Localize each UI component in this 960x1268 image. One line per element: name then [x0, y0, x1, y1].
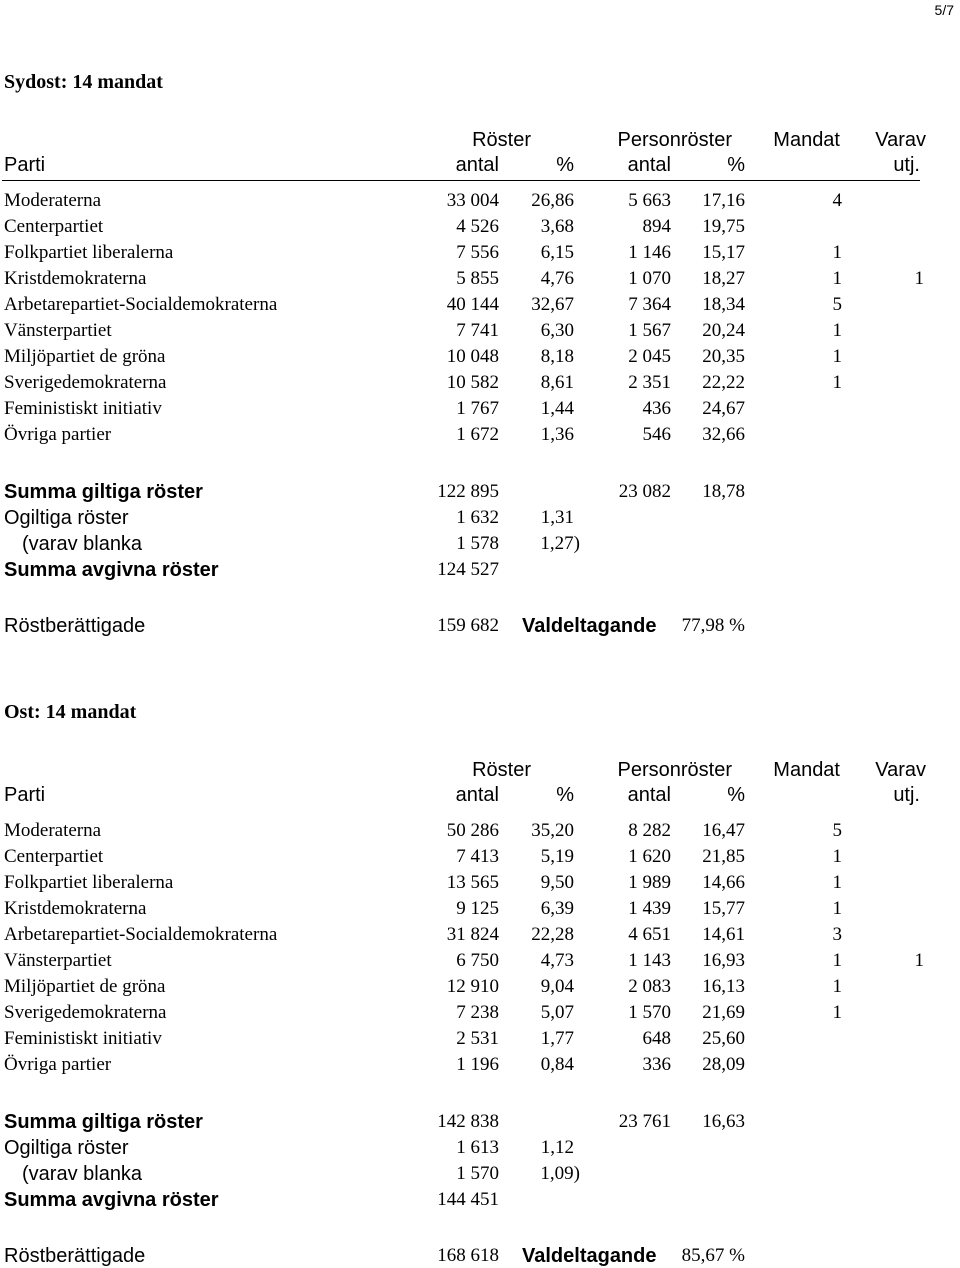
page-number: 5/7	[934, 2, 954, 18]
personal-votes-count: 546	[642, 424, 671, 445]
party-name: Vänsterpartiet	[4, 320, 112, 341]
header-pct: %	[556, 154, 574, 176]
votes-count: 5 855	[456, 268, 499, 289]
rostberattigade-label: Röstberättigade	[4, 1245, 146, 1267]
party-name: Moderaterna	[4, 820, 102, 841]
personal-votes-percent: 20,35	[702, 346, 745, 367]
personal-votes-percent: 15,17	[702, 242, 745, 263]
party-name: Sverigedemokraterna	[4, 372, 167, 393]
votes-count: 13 565	[446, 872, 499, 893]
votes-count: 9 125	[456, 898, 499, 919]
votes-count: 7 556	[456, 242, 499, 263]
mandat-count: 5	[832, 294, 842, 315]
votes-percent: 1,36	[540, 424, 574, 445]
personal-votes-count: 5 663	[628, 190, 671, 211]
summa-avgivna-votes: 144 451	[437, 1189, 499, 1210]
personal-votes-percent: 14,61	[702, 924, 745, 945]
header-utj: utj.	[893, 154, 920, 176]
summa-giltiga-personal-votes: 23 761	[618, 1111, 671, 1132]
summa-giltiga-personal-percent: 18,78	[702, 481, 745, 502]
party-name: Miljöpartiet de gröna	[4, 976, 166, 997]
summa-giltiga-votes: 142 838	[437, 1111, 499, 1132]
votes-percent: 35,20	[531, 820, 574, 841]
party-name: Feministiskt initiativ	[4, 1028, 162, 1049]
mandat-count: 1	[832, 242, 842, 263]
votes-count: 7 741	[456, 320, 499, 341]
votes-percent: 1,77	[540, 1028, 574, 1049]
party-name: Miljöpartiet de gröna	[4, 346, 166, 367]
votes-count: 7 413	[456, 846, 499, 867]
mandat-count: 1	[832, 372, 842, 393]
header-pct: %	[556, 784, 574, 806]
header-parti: Parti	[4, 784, 46, 806]
personal-votes-percent: 21,85	[702, 846, 745, 867]
mandat-count: 4	[832, 190, 842, 211]
personal-votes-count: 648	[642, 1028, 671, 1049]
votes-percent: 5,19	[540, 846, 574, 867]
header-personroster-pct: %	[727, 784, 745, 806]
personal-votes-count: 1 143	[628, 950, 671, 971]
header-mandat: Mandat	[773, 129, 840, 151]
party-name: Folkpartiet liberalerna	[4, 872, 174, 893]
header-antal: antal	[455, 154, 499, 176]
personal-votes-count: 1 620	[628, 846, 671, 867]
votes-percent: 1,44	[540, 398, 574, 419]
votes-count: 7 238	[456, 1002, 499, 1023]
blanka-label: (varav blanka	[22, 533, 143, 555]
header-antal: antal	[455, 784, 499, 806]
votes-count: 10 582	[446, 372, 499, 393]
personal-votes-percent: 22,22	[702, 372, 745, 393]
mandat-count: 1	[832, 320, 842, 341]
personal-votes-count: 1 439	[628, 898, 671, 919]
votes-count: 4 526	[456, 216, 499, 237]
party-name: Övriga partier	[4, 1054, 112, 1075]
header-rule	[2, 180, 920, 181]
header-roster: Röster	[472, 759, 531, 781]
votes-count: 6 750	[456, 950, 499, 971]
personal-votes-percent: 24,67	[702, 398, 745, 419]
personal-votes-percent: 17,16	[702, 190, 745, 211]
header-personroster-antal: antal	[627, 154, 671, 176]
votes-count: 10 048	[446, 346, 499, 367]
votes-percent: 8,18	[540, 346, 574, 367]
votes-count: 2 531	[456, 1028, 499, 1049]
summa-giltiga-votes: 122 895	[437, 481, 499, 502]
personal-votes-percent: 16,93	[702, 950, 745, 971]
rostberattigade-label: Röstberättigade	[4, 615, 146, 637]
votes-percent: 8,61	[540, 372, 574, 393]
votes-count: 1 672	[456, 424, 499, 445]
party-name: Centerpartiet	[4, 216, 104, 237]
personal-votes-count: 1 570	[628, 1002, 671, 1023]
personal-votes-count: 1 567	[628, 320, 671, 341]
varav-utj-count: 1	[914, 950, 924, 971]
party-name: Centerpartiet	[4, 846, 104, 867]
personal-votes-percent: 21,69	[702, 1002, 745, 1023]
votes-percent: 6,39	[540, 898, 574, 919]
rostberattigade-value: 159 682	[437, 615, 499, 636]
header-personroster-pct: %	[727, 154, 745, 176]
mandat-count: 1	[832, 950, 842, 971]
mandat-count: 1	[832, 976, 842, 997]
votes-count: 12 910	[446, 976, 499, 997]
party-name: Kristdemokraterna	[4, 898, 147, 919]
party-name: Sverigedemokraterna	[4, 1002, 167, 1023]
personal-votes-percent: 20,24	[702, 320, 745, 341]
personal-votes-percent: 18,34	[702, 294, 745, 315]
valdeltagande-label: Valdeltagande	[522, 1245, 657, 1267]
personal-votes-count: 2 351	[628, 372, 671, 393]
personal-votes-percent: 28,09	[702, 1054, 745, 1075]
votes-count: 50 286	[446, 820, 499, 841]
personal-votes-count: 436	[642, 398, 671, 419]
summa-giltiga-personal-votes: 23 082	[618, 481, 671, 502]
valdeltagande-label: Valdeltagande	[522, 615, 657, 637]
party-name: Moderaterna	[4, 190, 102, 211]
personal-votes-count: 1 989	[628, 872, 671, 893]
personal-votes-percent: 25,60	[702, 1028, 745, 1049]
summa-giltiga-label: Summa giltiga röster	[4, 481, 203, 503]
ogiltiga-votes: 1 632	[456, 507, 499, 528]
ogiltiga-percent: 1,31	[540, 507, 574, 528]
personal-votes-percent: 32,66	[702, 424, 745, 445]
personal-votes-percent: 19,75	[702, 216, 745, 237]
votes-percent: 22,28	[531, 924, 574, 945]
personal-votes-percent: 14,66	[702, 872, 745, 893]
personal-votes-percent: 15,77	[702, 898, 745, 919]
party-name: Kristdemokraterna	[4, 268, 147, 289]
mandat-count: 3	[832, 924, 842, 945]
mandat-count: 1	[832, 846, 842, 867]
summa-avgivna-votes: 124 527	[437, 559, 499, 580]
personal-votes-count: 2 045	[628, 346, 671, 367]
personal-votes-count: 7 364	[628, 294, 671, 315]
votes-count: 33 004	[446, 190, 499, 211]
votes-percent: 26,86	[531, 190, 574, 211]
mandat-count: 5	[832, 820, 842, 841]
personal-votes-percent: 16,47	[702, 820, 745, 841]
header-utj: utj.	[893, 784, 920, 806]
section-title: Sydost: 14 mandat	[4, 71, 163, 93]
personal-votes-count: 2 083	[628, 976, 671, 997]
ogiltiga-percent: 1,12	[540, 1137, 574, 1158]
summa-avgivna-label: Summa avgivna röster	[4, 1189, 219, 1211]
rostberattigade-value: 168 618	[437, 1245, 499, 1266]
ogiltiga-votes: 1 613	[456, 1137, 499, 1158]
header-roster: Röster	[472, 129, 531, 151]
party-name: Arbetarepartiet-Socialdemokraterna	[4, 924, 278, 945]
personal-votes-count: 4 651	[628, 924, 671, 945]
blanka-percent: 1,09)	[540, 1163, 580, 1184]
personal-votes-count: 894	[642, 216, 671, 237]
blanka-label: (varav blanka	[22, 1163, 143, 1185]
votes-percent: 4,73	[540, 950, 574, 971]
votes-count: 40 144	[446, 294, 499, 315]
summa-avgivna-label: Summa avgivna röster	[4, 559, 219, 581]
party-name: Feministiskt initiativ	[4, 398, 162, 419]
votes-percent: 32,67	[531, 294, 574, 315]
header-personroster-antal: antal	[627, 784, 671, 806]
blanka-votes: 1 578	[456, 533, 499, 554]
votes-count: 1 196	[456, 1054, 499, 1075]
header-personroster: Personröster	[617, 129, 732, 151]
personal-votes-count: 1 070	[628, 268, 671, 289]
votes-percent: 4,76	[540, 268, 574, 289]
header-varav: Varav	[875, 129, 926, 151]
blanka-percent: 1,27)	[540, 533, 580, 554]
mandat-count: 1	[832, 872, 842, 893]
votes-percent: 3,68	[540, 216, 574, 237]
personal-votes-count: 1 146	[628, 242, 671, 263]
valdeltagande-value: 77,98 %	[681, 615, 745, 636]
personal-votes-percent: 18,27	[702, 268, 745, 289]
party-name: Vänsterpartiet	[4, 950, 112, 971]
party-name: Arbetarepartiet-Socialdemokraterna	[4, 294, 278, 315]
mandat-count: 1	[832, 268, 842, 289]
votes-percent: 9,04	[540, 976, 574, 997]
votes-percent: 6,15	[540, 242, 574, 263]
votes-count: 31 824	[446, 924, 499, 945]
varav-utj-count: 1	[914, 268, 924, 289]
personal-votes-percent: 16,13	[702, 976, 745, 997]
votes-percent: 6,30	[540, 320, 574, 341]
summa-giltiga-label: Summa giltiga röster	[4, 1111, 203, 1133]
header-mandat: Mandat	[773, 759, 840, 781]
personal-votes-count: 8 282	[628, 820, 671, 841]
header-personroster: Personröster	[617, 759, 732, 781]
summa-giltiga-personal-percent: 16,63	[702, 1111, 745, 1132]
ogiltiga-label: Ogiltiga röster	[4, 1137, 129, 1159]
blanka-votes: 1 570	[456, 1163, 499, 1184]
ogiltiga-label: Ogiltiga röster	[4, 507, 129, 529]
valdeltagande-value: 85,67 %	[681, 1245, 745, 1266]
votes-percent: 0,84	[540, 1054, 574, 1075]
mandat-count: 1	[832, 346, 842, 367]
votes-count: 1 767	[456, 398, 499, 419]
mandat-count: 1	[832, 898, 842, 919]
header-varav: Varav	[875, 759, 926, 781]
mandat-count: 1	[832, 1002, 842, 1023]
votes-percent: 5,07	[540, 1002, 574, 1023]
personal-votes-count: 336	[642, 1054, 671, 1075]
section-title: Ost: 14 mandat	[4, 701, 137, 723]
header-parti: Parti	[4, 154, 46, 176]
party-name: Övriga partier	[4, 424, 112, 445]
votes-percent: 9,50	[540, 872, 574, 893]
party-name: Folkpartiet liberalerna	[4, 242, 174, 263]
